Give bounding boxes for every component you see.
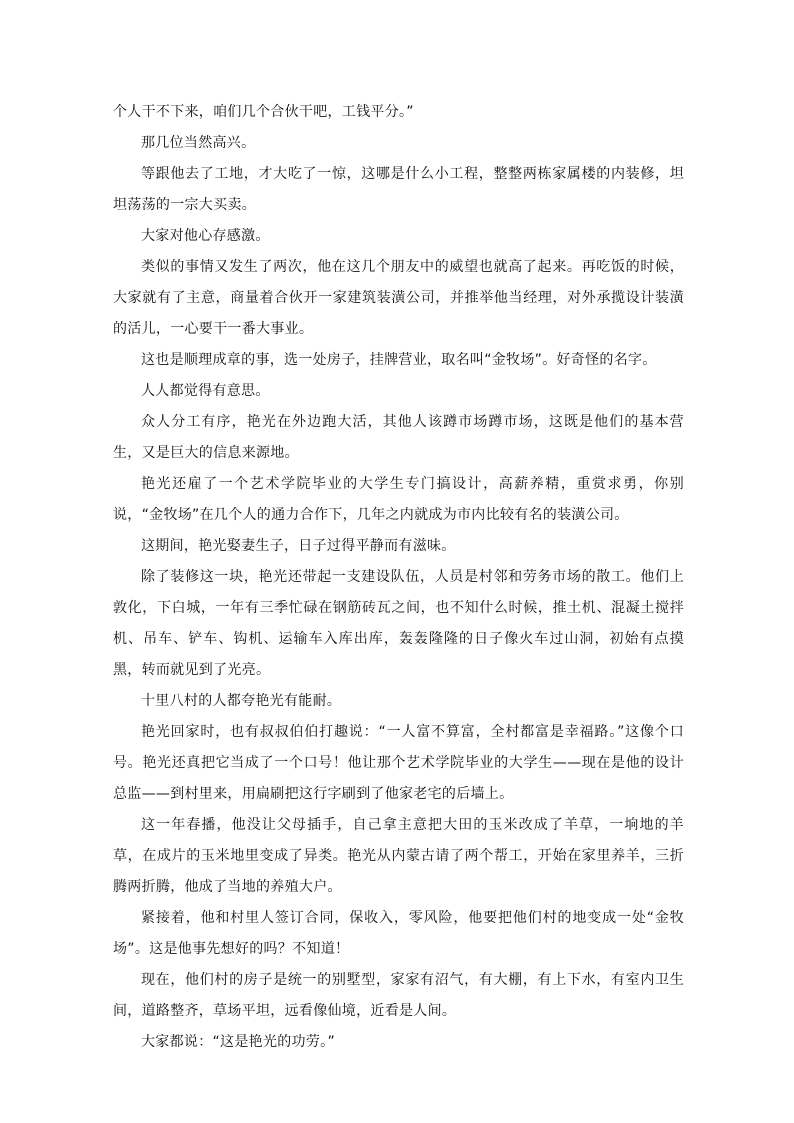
paragraph: 大家对他心存感激。	[141, 228, 270, 244]
paragraph: 这也是顺理成章的事，选一处房子，挂牌营业，取名叫“金牧场”。好奇怪的名字。	[141, 352, 657, 368]
paragraph: 众人分工有序，艳光在外边跑大活，其他人该蹲市场蹲市场，这既是他们的基本营生，又是巨大的信息来源地。	[113, 414, 684, 461]
paragraph: 类似的事情又发生了两次，他在这几个朋友中的威望也就高了起来。再吃饭的时候，大家就有了主意，商量着合伙开一家建筑装潢公司，并推举他当经理，对外承揽设计装潢的活儿，一心要干一番大事业。	[113, 259, 684, 337]
paragraph: 这期间，艳光娶妻生子，日子过得平静而有滋味。	[141, 538, 456, 554]
paragraph: 那几位当然高兴。	[141, 135, 256, 151]
paragraph: 艳光还雇了一个艺术学院毕业的大学生专门搞设计，高薪养精，重赏求勇，你别说，“金牧场”在几个人的通力合作下，几年之内就成为市内比较有名的装潢公司。	[113, 476, 684, 523]
paragraph: 十里八村的人都夸艳光有能耐。	[141, 693, 342, 709]
paragraph: 人人都觉得有意思。	[141, 383, 270, 399]
paragraph: 大家都说：“这是艳光的功劳。”	[141, 1034, 336, 1050]
paragraph: 除了装修这一块，艳光还带起一支建设队伍，人员是村邻和劳务市场的散工。他们上敦化，下白城，一年有三季忙碌在钢筋砖瓦之间，也不知什么时候，推土机、混凝土搅拌机、吊车、铲车、钩机、运输车入库出库，轰轰隆隆的日子像火车过山洞，初始有点摸黑，转而就见到了光亮。	[113, 569, 684, 678]
paragraph: 紧接着，他和村里人签订合同，保收入，零风险，他要把他们村的地变成一处“金牧场”。这是他事先想好的吗？不知道！	[113, 910, 684, 957]
paragraph: 现在，他们村的房子是统一的别墅型，家家有沼气，有大棚，有上下水，有室内卫生间，道路整齐，草场平坦，远看像仙境，近看是人间。	[113, 972, 684, 1019]
paragraph: 艳光回家时，也有叔叔伯伯打趣说：“一人富不算富，全村都富是幸福路。”这像个口号。艳光还真把它当成了一个口号！他让那个艺术学院毕业的大学生——现在是他的设计总监——到村里来，用扁刷把这行字刷到了他家老宅的后墙上。	[113, 724, 684, 802]
paragraph: 等跟他去了工地，才大吃了一惊，这哪是什么小工程，整整两栋家属楼的内装修，坦坦荡荡的一宗大买卖。	[113, 166, 684, 213]
story-text	[113, 97, 684, 1058]
paragraph: 个人干不下来，咱们几个合伙干吧，工钱平分。”	[113, 104, 414, 120]
paragraph: 这一年春播，他没让父母插手，自己拿主意把大田的玉米改成了羊草，一垧地的羊草，在成片的玉米地里变成了异类。艳光从内蒙古请了两个帮工，开始在家里养羊，三折腾两折腾，他成了当地的养殖大户。	[113, 817, 684, 895]
